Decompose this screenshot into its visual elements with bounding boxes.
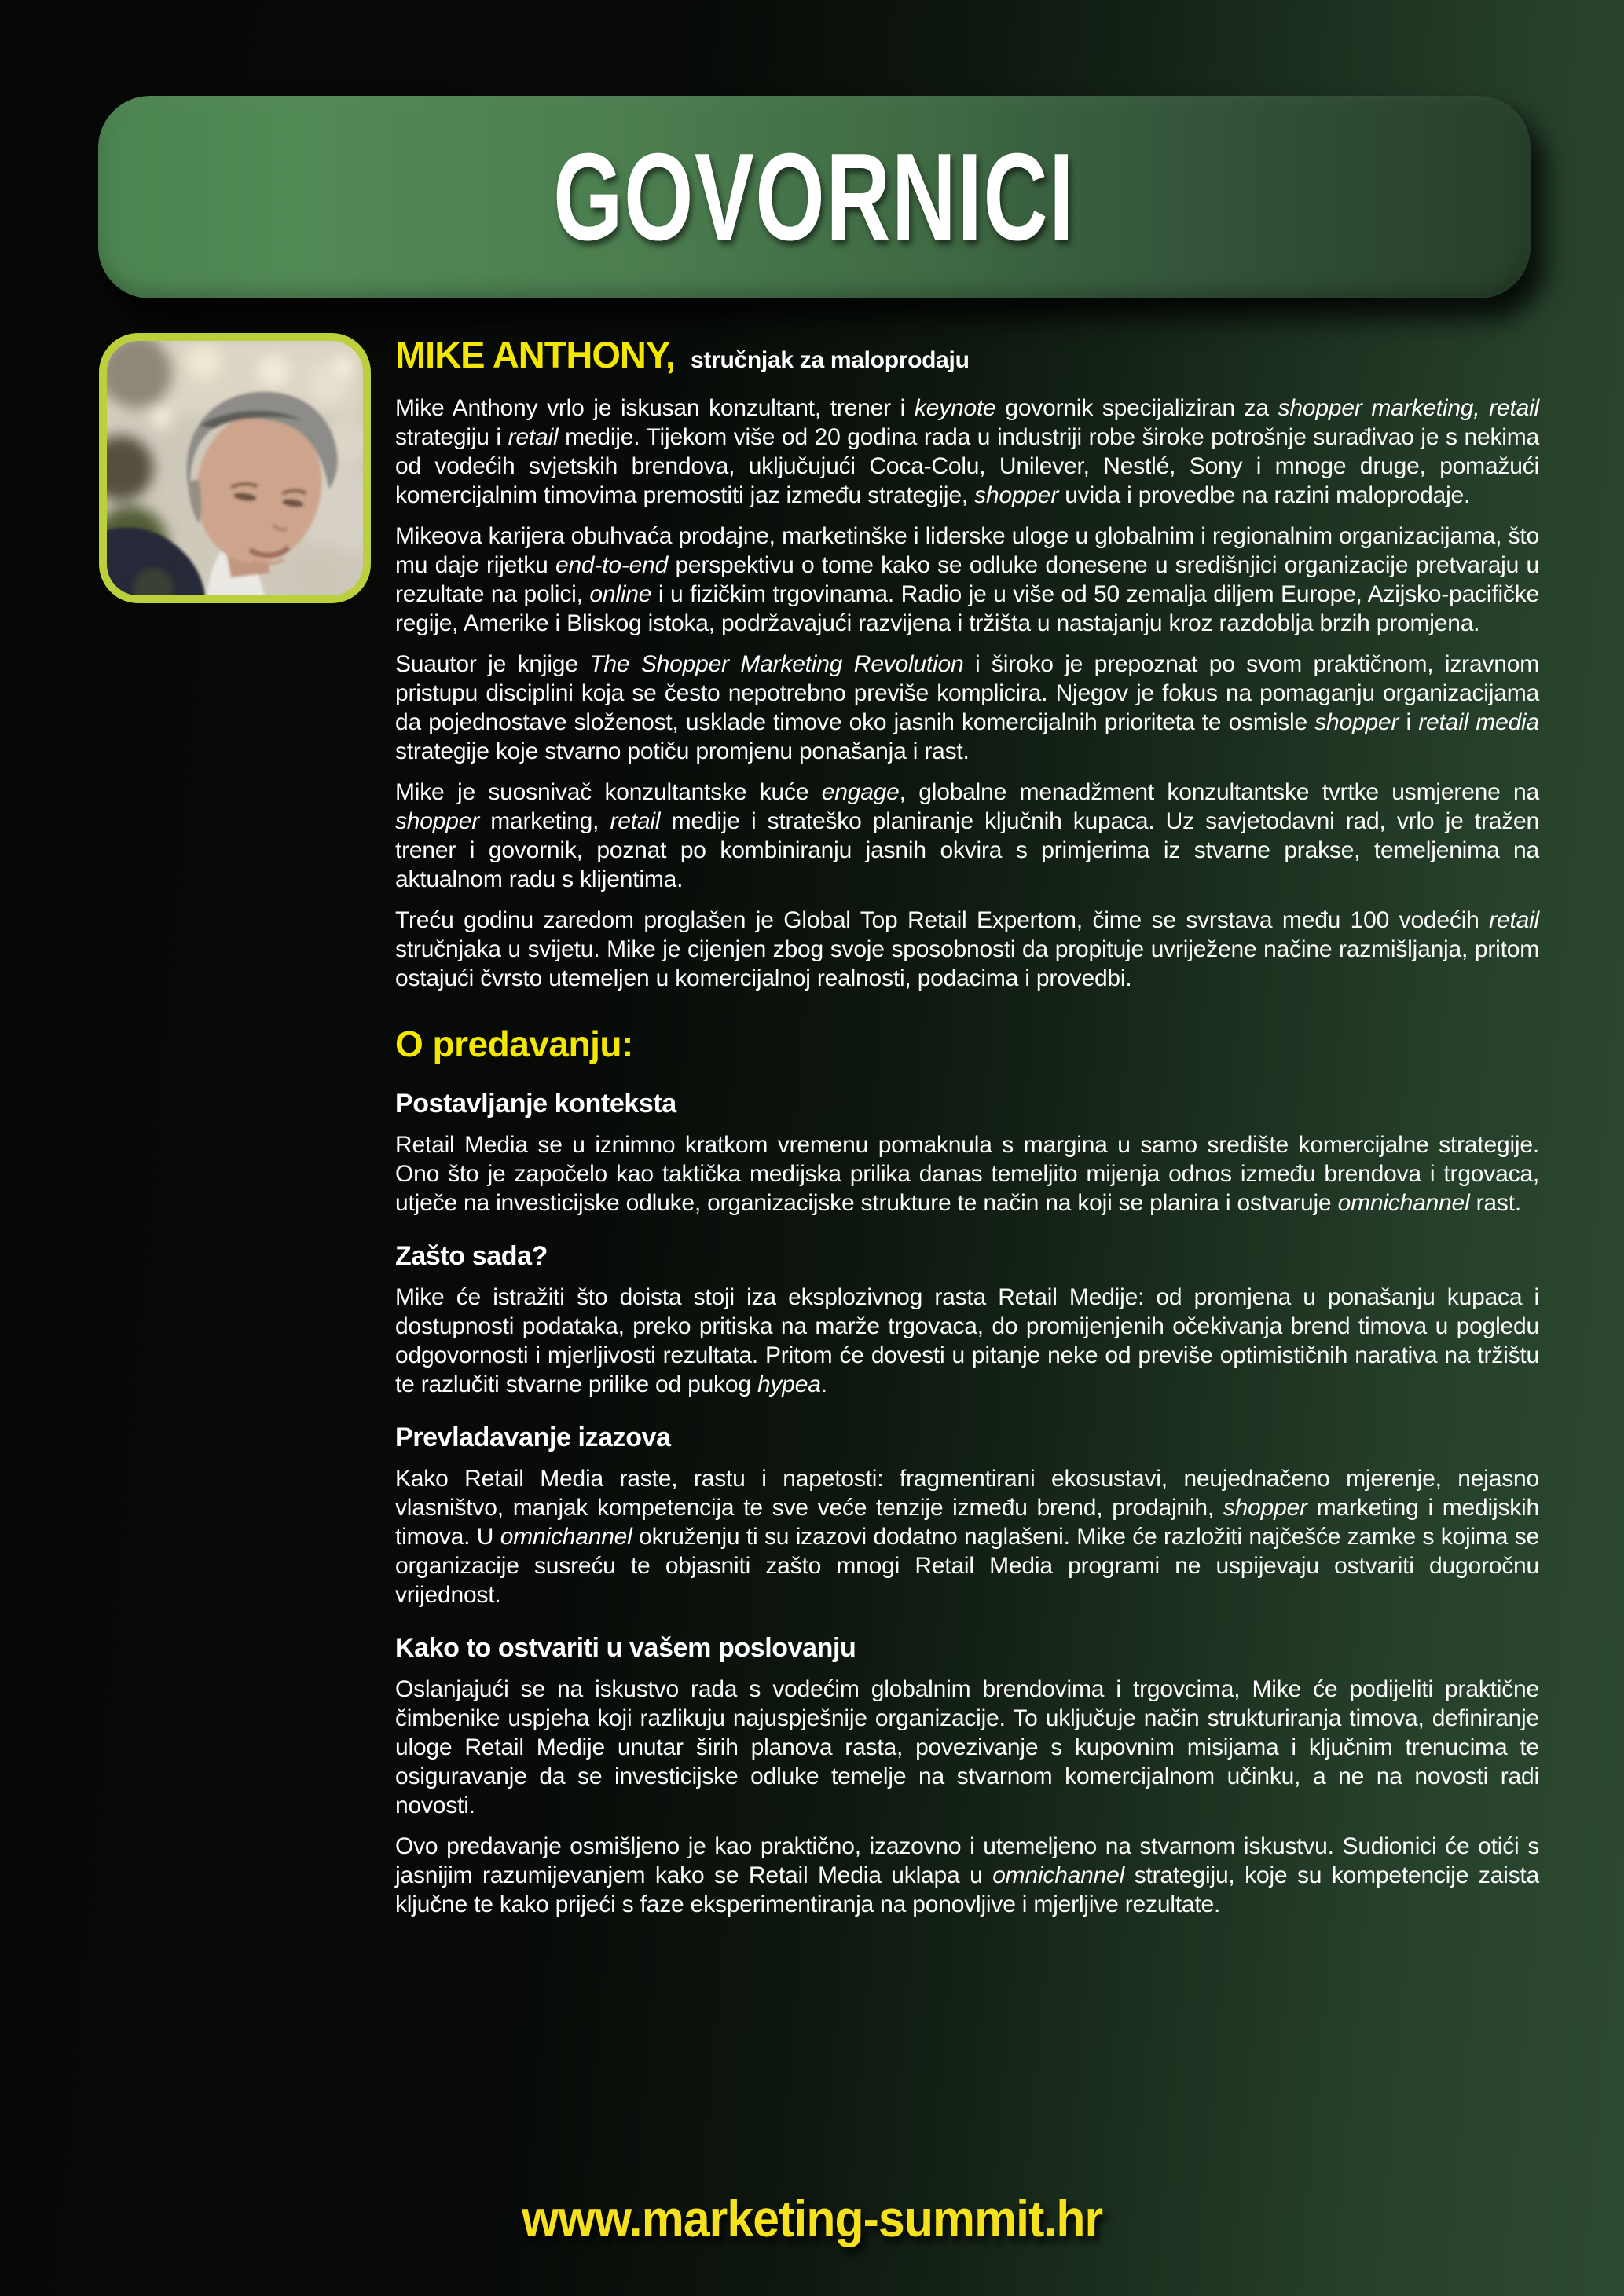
section-title-why-now: Zašto sada? [395,1241,548,1271]
speaker-header [395,333,1539,376]
section-paragraph: Oslanjajući se na iskustvo rada s vodećim globalnim brendovima i trgovcima, Mike će podijeliti praktične čimbenike uspjeha koji razlikuju najuspješnije organizacije. To uključuje način strukturiranja timova, definiranje uloge Retail Medije unutar širih planova rasta, povezivanje s kupovnim misijama i ključnim trenucima te osiguravanje da se investicijske odluke temelje na stvarnom komercijalnom učinku, a ne na novosti radi novosti. [395,1676,1539,1818]
speaker-photo [99,333,371,603]
speaker-role: stručnjak za maloprodaju [691,347,970,373]
section-paragraph: Retail Media se u iznimno kratkom vremenu pomaknula s margina u samo središte komercijalne strategije. Ono što je započelo kao taktička medijska prilika danas temeljito mijenja odnos između brendova i trgovaca, utječe na investicijske odluke, organizacijske strukture te način na koji se planira i ostvaruje omnichannel rast. [395,1132,1539,1216]
bio-paragraph: Treću godinu zaredom proglašen je Global Top Retail Expertom, čime se svrstava među 100 vodećih retail stručnjaka u svijetu. Mike je cijenjen zbog svoje sposobnosti da propituje uvriježene načine razmišljanja, pritom ostajući čvrsto utemeljen u komercijalnoj realnosti, podacima i provedbi. [395,907,1539,991]
bio-paragraph: Mikeova karijera obuhvaća prodajne, marketinške i liderske uloge u globalnim i regionalnim organizacijama, što mu daje rijetku end-to-end perspektivu o tome kako se odluke donesene u središnjici organizacije pretvaraju u rezultate na polici, online i u fizičkim trgovinama. Radio je u više od 50 zemalja diljem Europe, Azijsko-pacifičke regije, Amerike i Bliskog istoka, podržavajući razvijena i tržišta u nastajanju kroz razdoblja brzih promjena. [395,523,1539,636]
bio-paragraph: Mike Anthony vrlo je iskusan konzultant, trener i keynote govornik specijaliziran za shopper marketing, retail strategiju i retail medije. Tijekom više od 20 godina rada u industriji robe široke potrošnje surađivao je s nekima od vodećih svjetskih brendova, uključujući Coca-Colu, Unilever, Nestlé, Sony i mnoge druge, pomažući komercijalnim timovima premostiti jaz između strategije, shopper uvida i provedbe na razini maloprodaje. [395,395,1540,508]
section-title-how-to: Kako to ostvariti u vašem poslovanju [395,1633,856,1663]
footer [0,2188,1624,2248]
page-title: GOVORNICI [553,128,1076,266]
section-paragraph: Ovo predavanje osmišljeno je kao praktično, izazovno i utemeljeno na stvarnom iskustvu. Sudionici će otići s jasnijim razumijevanjem kako se Retail Media uklapa u omnichannel strategiju, koje su kompetencije zaista ključne te kako prijeći s faze eksperimentiranja na ponovljive i mjerljive rezultate. [395,1833,1539,1917]
bio-paragraph: Mike je suosnivač konzultantske kuće engage, globalne menadžment konzultantske tvrtke usmjerene na shopper marketing, retail medije i strateško planiranje ključnih kupaca. Uz savjetodavni rad, vrlo je tražen trener i govornik, poznat po kombiniranju jasnih okvira s primjerima iz stvarne prakse, temeljenima na aktualnom radu s klijentima. [395,779,1539,892]
speaker-name: MIKE ANTHONY, [395,334,676,375]
portrait-illustration [107,341,363,595]
section-paragraph: Mike će istražiti što doista stoji iza eksplozivnog rasta Retail Medije: od promjena u ponašanju kupaca i dostupnosti podataka, preko pritiska na marže trgovaca, do promijenjenih očekivanja brend timova u pogledu odgovornosti i mjerljivosti rezultata. Pritom će dovesti u pitanje neke od previše optimističnih narativa na tržištu te razlučiti stvarne prilike od pukog hypea. [395,1284,1539,1397]
section-paragraph: Kako Retail Media raste, rastu i napetosti: fragmentirani ekosustavi, neujednačeno mjerenje, nejasno vlasništvo, manjak kompetencija te sve veće tenzije između brend, prodajnih, shopper marketing i medijskih timova. U omnichannel okruženju ti su izazovi dodatno naglašeni. Mike će razložiti najčešće zamke s kojima se organizacije susreću te objasniti zašto mnogi Retail Media programi ne uspijevaju ostvariti dugoročnu vrijednost. [395,1466,1540,1608]
header-banner [98,96,1531,298]
section-title-challenges: Prevladavanje izazova [395,1423,671,1452]
about-heading: O predavanju: [395,1023,633,1064]
bio-paragraph: Suautor je knjige The Shopper Marketing Revolution i široko je prepoznat po svom praktičnom, izravnom pristupu disciplini koja se često nepotrebno previše komplicira. Njegov je fokus na pomaganju organizacijama da pojednostave složenost, usklade timove oko jasnih komercijalnih prioriteta te osmisle shopper i retail media strategije koje stvarno potiču promjenu ponašanja i rast. [395,651,1539,764]
website-url[interactable]: www.marketing-summit.hr [521,2189,1103,2247]
section-title-context: Postavljanje konteksta [395,1089,676,1119]
main-content [395,333,1539,1931]
